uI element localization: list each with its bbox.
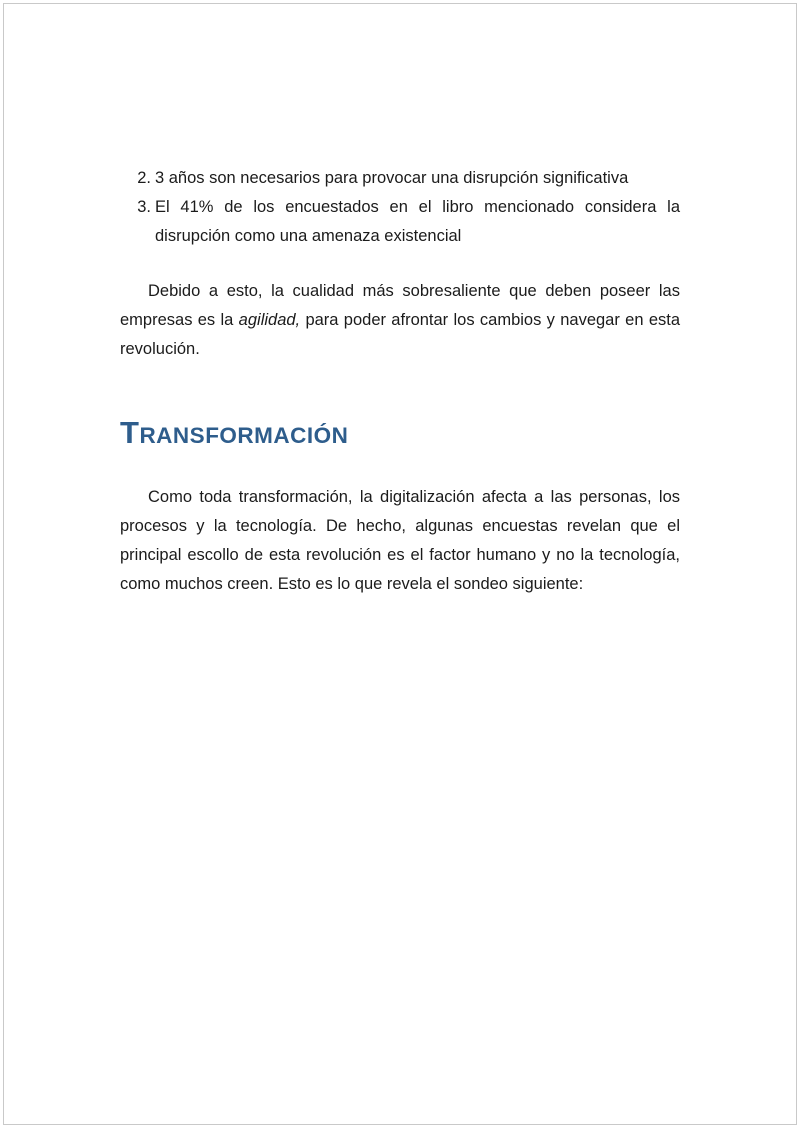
list-item-number: 3.	[137, 198, 151, 216]
paragraph-agility	[120, 277, 680, 364]
paragraph-agility-italic-word: agilidad,	[238, 311, 301, 329]
list-item	[120, 193, 680, 251]
list-item-number: 2.	[137, 169, 151, 187]
list-item-text: 3 años son necesarios para provocar una disrupción significativa	[155, 169, 629, 187]
paragraph-transformation: Como toda transformación, la digitalización afecta a las personas, los procesos y la tecnología. De hecho, algunas encuestas revelan que el principal escollo de esta revolución es el factor humano y no la tecnología, como muchos creen. Esto es lo que revela el sondeo siguiente:	[120, 488, 680, 593]
heading-rest-letters: RANSFORMACIÓN	[139, 423, 349, 448]
paragraph-agility-after: para poder afrontar los cambios y navegar en esta revolución.	[120, 311, 681, 358]
heading-initial-letter: T	[120, 415, 140, 450]
list-item	[120, 164, 680, 193]
paragraph-agility-before: Debido a esto, la cualidad más sobresaliente que deben poseer las empresas es la	[120, 282, 680, 329]
list-item-text: El 41% de los encuestados en el libro mencionado considera la disrupción como una amenaza existencial	[155, 198, 680, 245]
numbered-list	[120, 164, 680, 251]
section-heading-transformacion	[120, 416, 680, 453]
